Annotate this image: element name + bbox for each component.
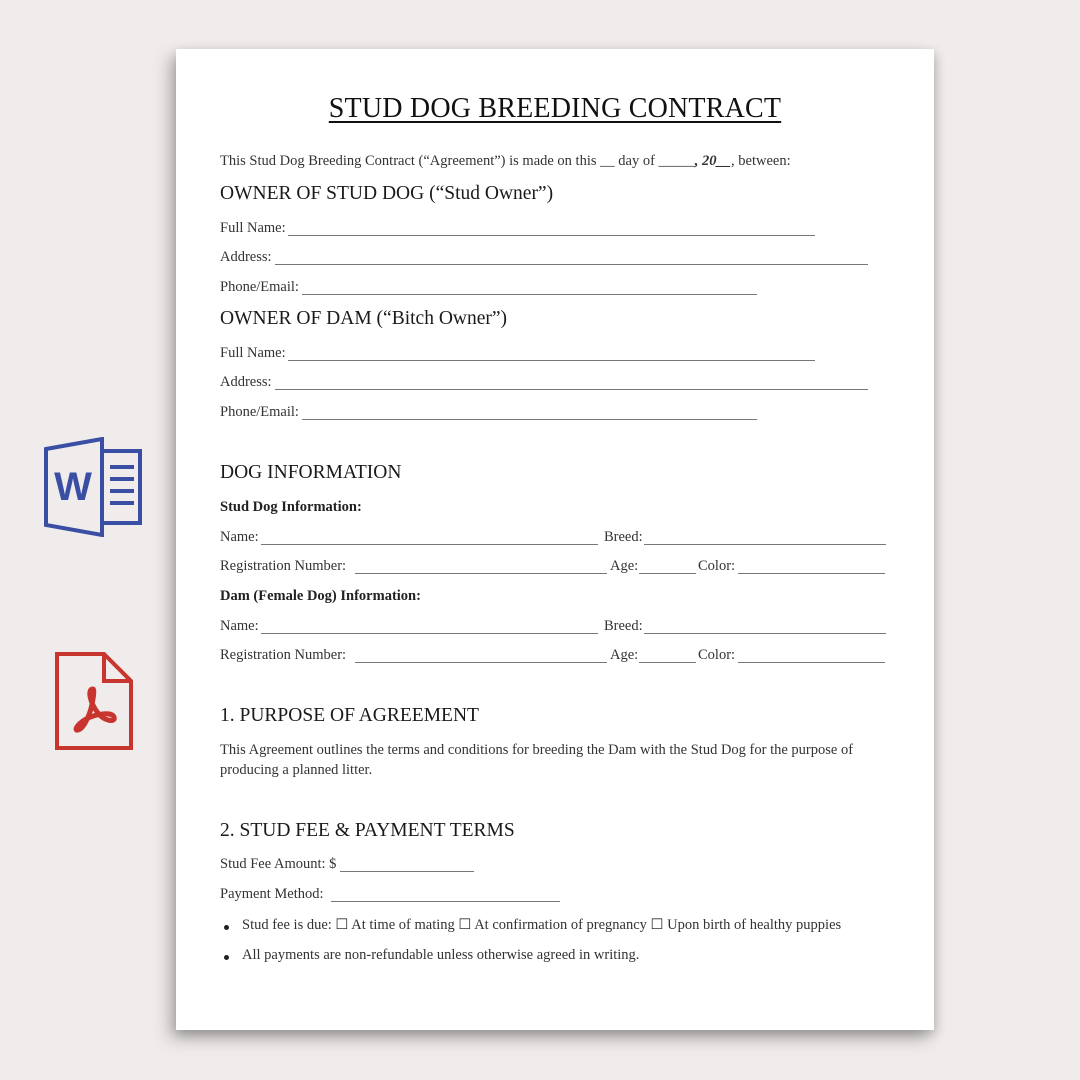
dog-info-heading: DOG INFORMATION <box>220 462 402 483</box>
non-refundable-bullet <box>242 947 639 964</box>
stud-fee-amount-field[interactable] <box>340 871 474 872</box>
stud-dog-color-field[interactable] <box>738 573 885 574</box>
dam-name-label: Name: <box>220 618 259 634</box>
stud-dog-color-label: Color: <box>698 558 736 574</box>
intro-line: This Stud Dog Breeding Contract (“Agreement”) is made on this __ day of _____, 20__, between: <box>220 153 791 169</box>
stud-fee-amount-label: Stud Fee Amount: $ <box>220 856 337 872</box>
stud-dog-age-field[interactable] <box>639 573 696 574</box>
dam-age-field[interactable] <box>639 662 696 663</box>
dam-name-field[interactable] <box>261 633 598 634</box>
stud-owner-name-label: Full Name: <box>220 220 286 236</box>
dam-owner-address-field[interactable] <box>275 389 868 390</box>
page-title: STUD DOG BREEDING CONTRACT <box>328 93 782 124</box>
bullet-dot <box>224 925 229 930</box>
stud-dog-registration-label: Registration Number: <box>220 558 347 574</box>
dam-breed-label: Breed: <box>604 618 643 634</box>
dam-owner-name-field[interactable] <box>288 360 815 361</box>
stud-dog-name-label: Name: <box>220 529 259 545</box>
stud-owner-address-field[interactable] <box>275 264 868 265</box>
stud-owner-heading: OWNER OF STUD DOG (“Stud Owner”) <box>220 183 554 204</box>
word-document-icon <box>44 437 144 537</box>
contract-page <box>176 49 934 1030</box>
dam-info-subheading: Dam (Female Dog) Information: <box>220 588 421 604</box>
pdf-document-icon <box>54 651 134 751</box>
dam-color-field[interactable] <box>738 662 885 663</box>
stud-owner-phone-label: Phone/Email: <box>220 279 299 295</box>
stud-owner-name-field[interactable] <box>288 235 815 236</box>
purpose-text: This Agreement outlines the terms and conditions for breeding the Dam with the Stud Dog for the purpose of producing a planned litter. <box>220 742 854 778</box>
payment-method-field[interactable] <box>331 901 560 902</box>
dam-owner-name-label: Full Name: <box>220 345 286 361</box>
stud-dog-registration-field[interactable] <box>355 573 607 574</box>
fee-heading: 2. STUD FEE & PAYMENT TERMS <box>220 820 515 841</box>
stud-owner-phone-field[interactable] <box>302 294 757 295</box>
purpose-heading: 1. PURPOSE OF AGREEMENT <box>220 705 479 726</box>
dam-breed-field[interactable] <box>644 633 886 634</box>
dam-age-label: Age: <box>610 647 639 663</box>
dam-owner-phone-field[interactable] <box>302 419 757 420</box>
stud-dog-breed-field[interactable] <box>644 544 886 545</box>
stud-dog-age-label: Age: <box>610 558 639 574</box>
stud-dog-breed-label: Breed: <box>604 529 643 545</box>
stud-owner-address-label: Address: <box>220 249 272 265</box>
fee-due-text: Stud fee is due: ☐ At time of mating ☐ At confirmation of pregnancy ☐ Upon birth of healthy puppies <box>242 917 842 933</box>
stud-dog-info-subheading: Stud Dog Information: <box>220 499 362 515</box>
svg-text:W: W <box>54 465 92 509</box>
non-refundable-text: All payments are non-refundable unless otherwise agreed in writing. <box>242 947 640 963</box>
dam-owner-address-label: Address: <box>220 374 272 390</box>
fee-due-bullet <box>242 917 841 934</box>
dam-owner-heading: OWNER OF DAM (“Bitch Owner”) <box>220 308 508 329</box>
dam-owner-phone-label: Phone/Email: <box>220 404 299 420</box>
stud-dog-name-field[interactable] <box>261 544 598 545</box>
dam-registration-label: Registration Number: <box>220 647 347 663</box>
dam-color-label: Color: <box>698 647 736 663</box>
dam-registration-field[interactable] <box>355 662 607 663</box>
payment-method-label: Payment Method: <box>220 886 324 902</box>
bullet-dot <box>224 955 229 960</box>
